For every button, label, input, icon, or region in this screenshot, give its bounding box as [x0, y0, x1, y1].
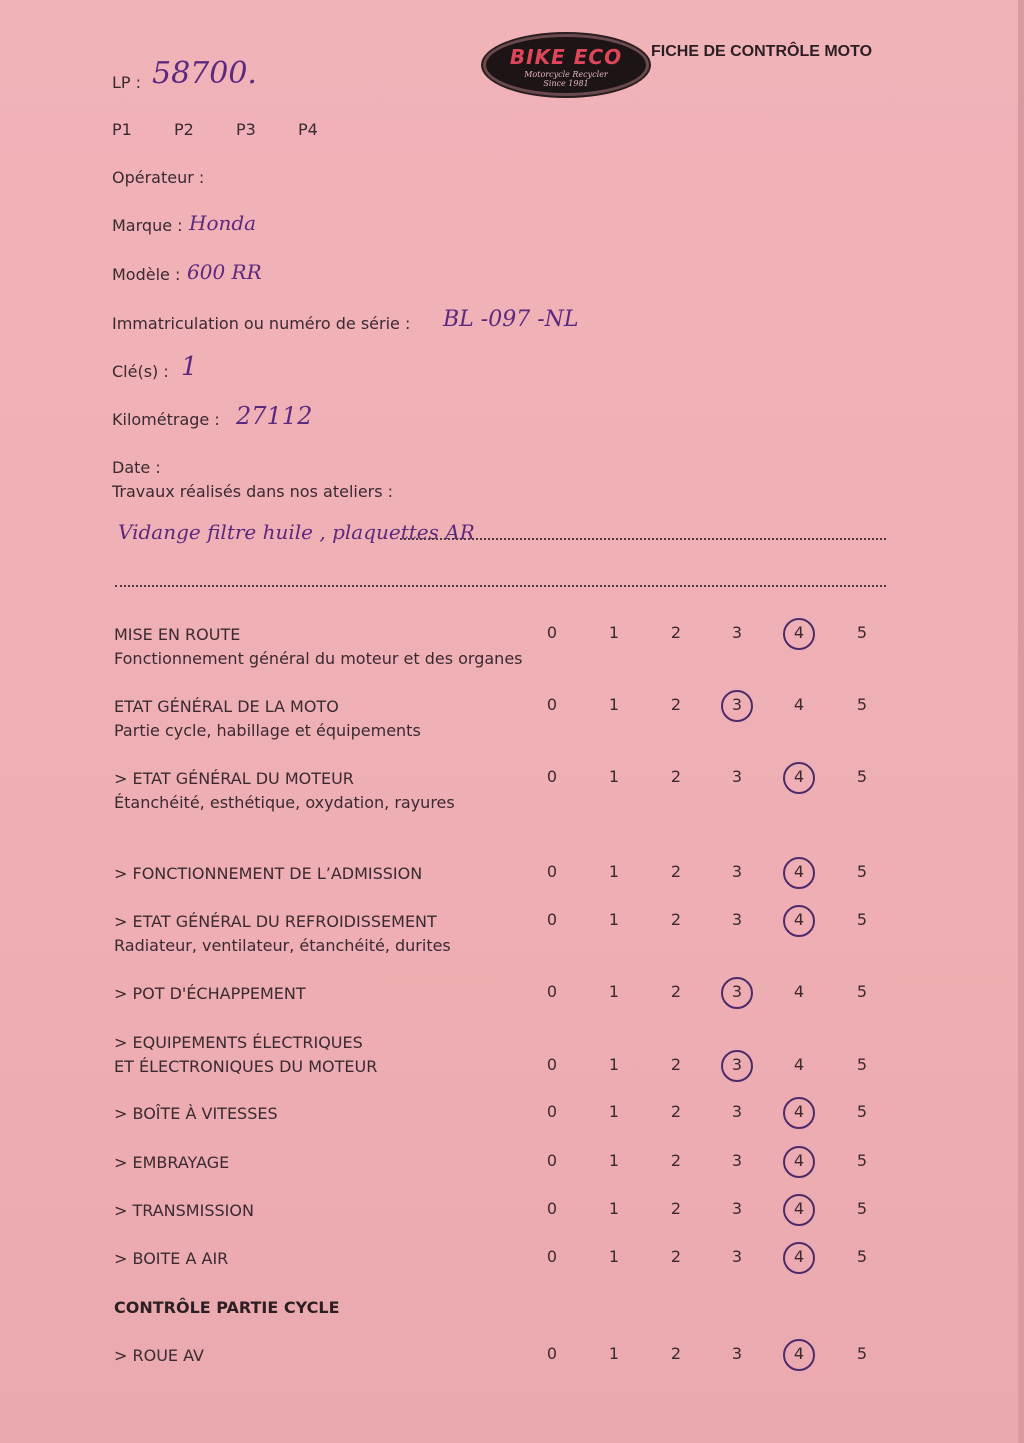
score-option-2[interactable]: 2 [670, 1199, 682, 1218]
selected-score-circle [721, 1050, 753, 1082]
position-p4: P4 [298, 120, 318, 139]
check-label: > BOÎTE À VITESSES [114, 1104, 278, 1123]
score-option-1[interactable]: 1 [608, 1151, 620, 1170]
check-sublabel: Radiateur, ventilateur, étanchéité, durites [114, 936, 451, 955]
score-option-5[interactable]: 5 [856, 1247, 868, 1266]
selected-score-circle [721, 690, 753, 722]
score-option-5[interactable]: 5 [856, 1102, 868, 1121]
score-option-3[interactable]: 3 [731, 1199, 743, 1218]
score-option-5[interactable]: 5 [856, 862, 868, 881]
selected-score-circle [783, 1339, 815, 1371]
score-option-0[interactable]: 0 [546, 1199, 558, 1218]
score-option-4[interactable]: 4 [793, 767, 805, 786]
score-option-0[interactable]: 0 [546, 767, 558, 786]
score-option-1[interactable]: 1 [608, 1102, 620, 1121]
score-option-3[interactable]: 3 [731, 1344, 743, 1363]
score-option-4[interactable]: 4 [793, 1344, 805, 1363]
score-option-5[interactable]: 5 [856, 982, 868, 1001]
check-sublabel: ET ÉLECTRONIQUES DU MOTEUR [114, 1057, 378, 1076]
score-option-0[interactable]: 0 [546, 1102, 558, 1121]
score-option-0[interactable]: 0 [546, 910, 558, 929]
score-option-3[interactable]: 3 [731, 623, 743, 642]
score-option-4[interactable]: 4 [793, 1199, 805, 1218]
score-option-2[interactable]: 2 [670, 982, 682, 1001]
score-option-1[interactable]: 1 [608, 623, 620, 642]
score-option-4[interactable]: 4 [793, 910, 805, 929]
score-option-3[interactable]: 3 [731, 1102, 743, 1121]
operateur-label: Opérateur : [112, 168, 205, 187]
score-option-1[interactable]: 1 [608, 910, 620, 929]
score-option-1[interactable]: 1 [608, 1055, 620, 1074]
score-option-1[interactable]: 1 [608, 767, 620, 786]
lp-label: LP : [112, 73, 142, 92]
travaux-label: Travaux réalisés dans nos ateliers : [112, 482, 394, 501]
position-p3: P3 [236, 120, 256, 139]
section-cycle-title: CONTRÔLE PARTIE CYCLE [114, 1298, 340, 1317]
score-option-1[interactable]: 1 [608, 1344, 620, 1363]
score-option-0[interactable]: 0 [546, 695, 558, 714]
score-option-4[interactable]: 4 [793, 1151, 805, 1170]
check-label: ETAT GÉNÉRAL DE LA MOTO [114, 697, 339, 716]
travaux-value: Vidange filtre huile , plaquettes AR [118, 520, 475, 544]
check-label: > EQUIPEMENTS ÉLECTRIQUES [114, 1033, 363, 1052]
cles-label: Clé(s) : [112, 362, 169, 381]
modele-label: Modèle : [112, 265, 181, 284]
selected-score-circle [783, 905, 815, 937]
check-label: > TRANSMISSION [114, 1201, 254, 1220]
check-label: MISE EN ROUTE [114, 625, 241, 644]
check-label: > BOITE A AIR [114, 1249, 229, 1268]
score-option-5[interactable]: 5 [856, 767, 868, 786]
score-option-2[interactable]: 2 [670, 1247, 682, 1266]
score-option-5[interactable]: 5 [856, 1344, 868, 1363]
check-sublabel: Fonctionnement général du moteur et des organes [114, 649, 523, 668]
score-option-4[interactable]: 4 [793, 1247, 805, 1266]
score-option-5[interactable]: 5 [856, 695, 868, 714]
selected-score-circle [783, 1194, 815, 1226]
score-option-2[interactable]: 2 [670, 1102, 682, 1121]
score-option-1[interactable]: 1 [608, 1199, 620, 1218]
score-option-4[interactable]: 4 [793, 695, 805, 714]
score-option-2[interactable]: 2 [670, 1055, 682, 1074]
score-option-5[interactable]: 5 [856, 623, 868, 642]
check-sublabel: Étanchéité, esthétique, oxydation, rayures [114, 793, 455, 812]
page-title: FICHE DE CONTRÔLE MOTO [651, 43, 873, 60]
score-option-4[interactable]: 4 [793, 1055, 805, 1074]
dotted-line-2 [115, 585, 886, 587]
score-option-1[interactable]: 1 [608, 695, 620, 714]
score-option-2[interactable]: 2 [670, 767, 682, 786]
paper-edge [1018, 0, 1024, 1443]
score-option-2[interactable]: 2 [670, 910, 682, 929]
score-option-3[interactable]: 3 [731, 862, 743, 881]
selected-score-circle [783, 857, 815, 889]
selected-score-circle [721, 977, 753, 1009]
immat-value: BL -097 -NL [443, 307, 579, 332]
check-sublabel: Partie cycle, habillage et équipements [114, 721, 421, 740]
score-option-3[interactable]: 3 [731, 695, 743, 714]
score-option-2[interactable]: 2 [670, 1344, 682, 1363]
score-option-3[interactable]: 3 [731, 767, 743, 786]
km-label: Kilométrage : [112, 410, 220, 429]
score-option-1[interactable]: 1 [608, 862, 620, 881]
selected-score-circle [783, 618, 815, 650]
selected-score-circle [783, 762, 815, 794]
score-option-2[interactable]: 2 [670, 862, 682, 881]
score-option-3[interactable]: 3 [731, 1055, 743, 1074]
score-option-5[interactable]: 5 [856, 1199, 868, 1218]
lp-value: 58700. [152, 56, 257, 91]
score-option-0[interactable]: 0 [546, 1344, 558, 1363]
score-option-5[interactable]: 5 [856, 910, 868, 929]
score-option-0[interactable]: 0 [546, 982, 558, 1001]
score-option-4[interactable]: 4 [793, 623, 805, 642]
check-label: > ROUE AV [114, 1346, 204, 1365]
date-label: Date : [112, 458, 161, 477]
marque-value: Honda [189, 211, 257, 235]
selected-score-circle [783, 1242, 815, 1274]
check-label: > FONCTIONNEMENT DE L’ADMISSION [114, 864, 423, 883]
score-option-4[interactable]: 4 [793, 982, 805, 1001]
score-option-0[interactable]: 0 [546, 1055, 558, 1074]
score-option-4[interactable]: 4 [793, 1102, 805, 1121]
score-option-1[interactable]: 1 [608, 1247, 620, 1266]
score-option-5[interactable]: 5 [856, 1151, 868, 1170]
score-option-2[interactable]: 2 [670, 623, 682, 642]
modele-value: 600 RR [187, 260, 262, 284]
position-p2: P2 [174, 120, 194, 139]
km-value: 27112 [236, 402, 313, 430]
score-option-3[interactable]: 3 [731, 1247, 743, 1266]
check-label: > POT D'ÉCHAPPEMENT [114, 984, 306, 1003]
marque-label: Marque : [112, 216, 183, 235]
score-option-3[interactable]: 3 [731, 1151, 743, 1170]
score-option-2[interactable]: 2 [670, 1151, 682, 1170]
selected-score-circle [783, 1146, 815, 1178]
score-option-3[interactable]: 3 [731, 982, 743, 1001]
logo-name: BIKE ECO [509, 45, 623, 69]
logo-tagline: Motorcycle Recycler Since 1981 [524, 70, 608, 88]
immat-label: Immatriculation ou numéro de série : [112, 314, 411, 333]
score-option-0[interactable]: 0 [546, 623, 558, 642]
selected-score-circle [783, 1097, 815, 1129]
score-option-0[interactable]: 0 [546, 1247, 558, 1266]
check-label: > ETAT GÉNÉRAL DU REFROIDISSEMENT [114, 912, 437, 931]
check-label: > ETAT GÉNÉRAL DU MOTEUR [114, 769, 354, 788]
position-p1: P1 [112, 120, 132, 139]
bike-eco-logo [483, 34, 649, 96]
dotted-line-1 [400, 538, 886, 540]
score-option-0[interactable]: 0 [546, 1151, 558, 1170]
score-option-5[interactable]: 5 [856, 1055, 868, 1074]
score-option-2[interactable]: 2 [670, 695, 682, 714]
check-label: > EMBRAYAGE [114, 1153, 230, 1172]
score-option-3[interactable]: 3 [731, 910, 743, 929]
cles-value: 1 [181, 352, 198, 382]
score-option-1[interactable]: 1 [608, 982, 620, 1001]
score-option-0[interactable]: 0 [546, 862, 558, 881]
score-option-4[interactable]: 4 [793, 862, 805, 881]
